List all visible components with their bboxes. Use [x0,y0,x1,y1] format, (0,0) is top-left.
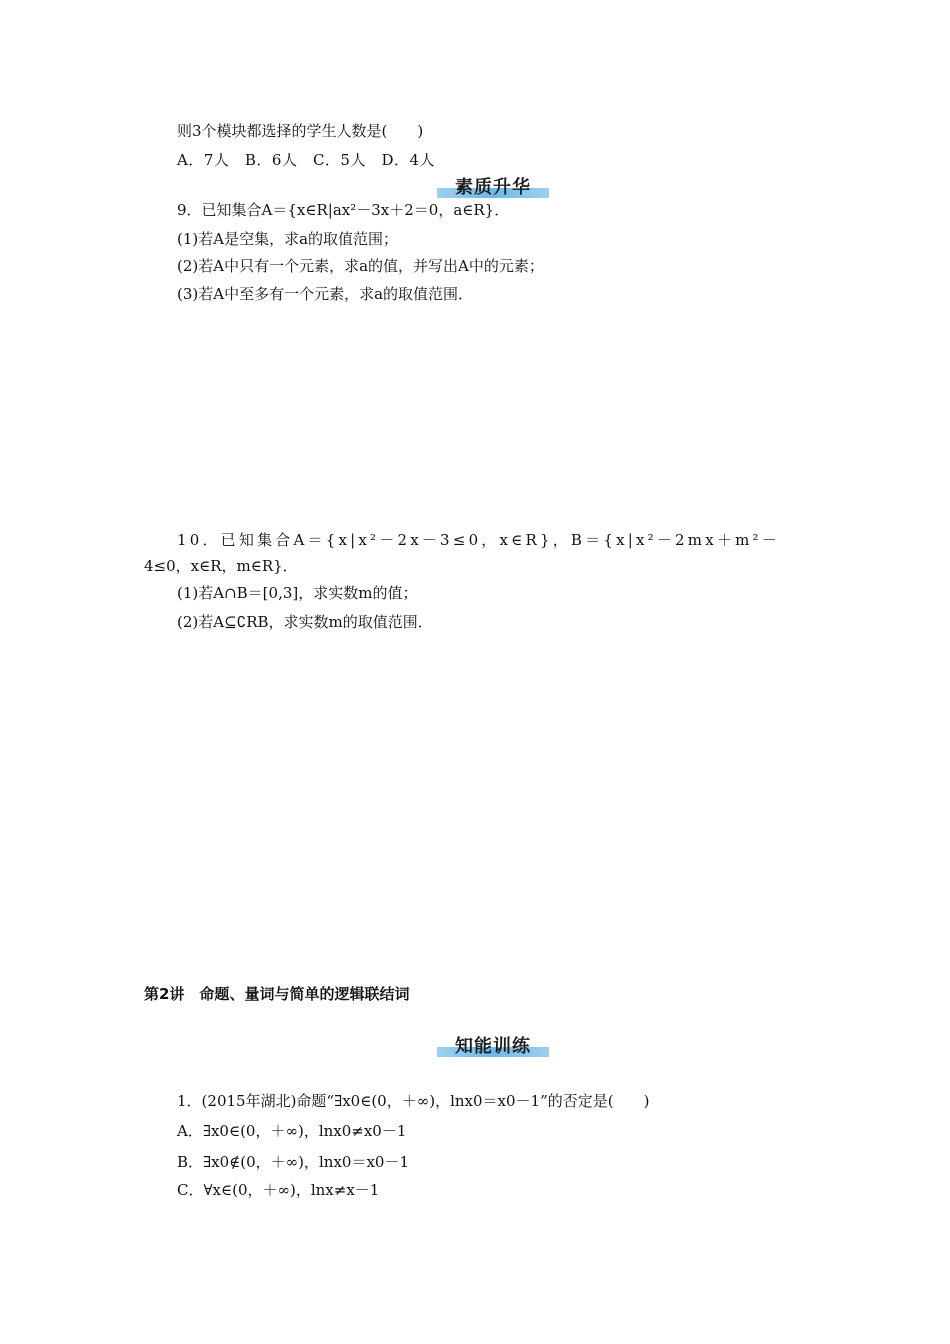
q9-part3: (3)若A中至多有一个元素，求a的取值范围． [177,285,474,303]
q9-part1: (1)若A是空集，求a的取值范围； [177,230,399,248]
q1-option-a: A．∃x0∈(0，＋∞)，lnx0≠x0－1 [177,1122,407,1140]
q1-stem: 1．(2015年湖北)命题“∃x0∈(0，＋∞)，lnx0＝x0－1”的否定是( ) [177,1092,650,1110]
q8-stem: 则3个模块都选择的学生人数是( ) [177,122,424,140]
q1-option-b: B．∃x0∉(0，＋∞)，lnx0＝x0－1 [177,1153,410,1171]
q9-stem [177,200,509,220]
banner-text: 素质升华 [455,177,531,198]
section-banner-quality [437,177,549,199]
q10-line1: 10．已知集合A＝{x|x²－2x－3≤0，x∈R}，B＝{x|x²－2mx＋m²－ [177,531,780,549]
q1-option-c: C．∀x∈(0，＋∞)，lnx≠x－1 [177,1181,380,1199]
q9-part2: (2)若A中只有一个元素，求a的值，并写出A中的元素； [177,257,544,275]
q10-part2: (2)若A⊆∁RB，求实数m的取值范围． [177,613,433,631]
q9-stem-prefix: 9．已知集合 [177,201,262,219]
q10-line2: 4≤0，x∈R，m∈R}． [144,557,298,575]
section-banner-training [437,1036,549,1058]
section-title: 第2讲 命题、量词与简单的逻辑联结词 [144,985,410,1003]
q9-stem-set: A＝{x∈R|ax²－3x＋2＝0，a∈R}． [261,201,510,219]
banner-text: 知能训练 [455,1036,531,1057]
q10-part1: (1)若A∩B＝[0,3]，求实数m的值； [177,584,418,602]
q8-options: A．7人 B．6人 C．5人 D．4人 [177,151,436,169]
